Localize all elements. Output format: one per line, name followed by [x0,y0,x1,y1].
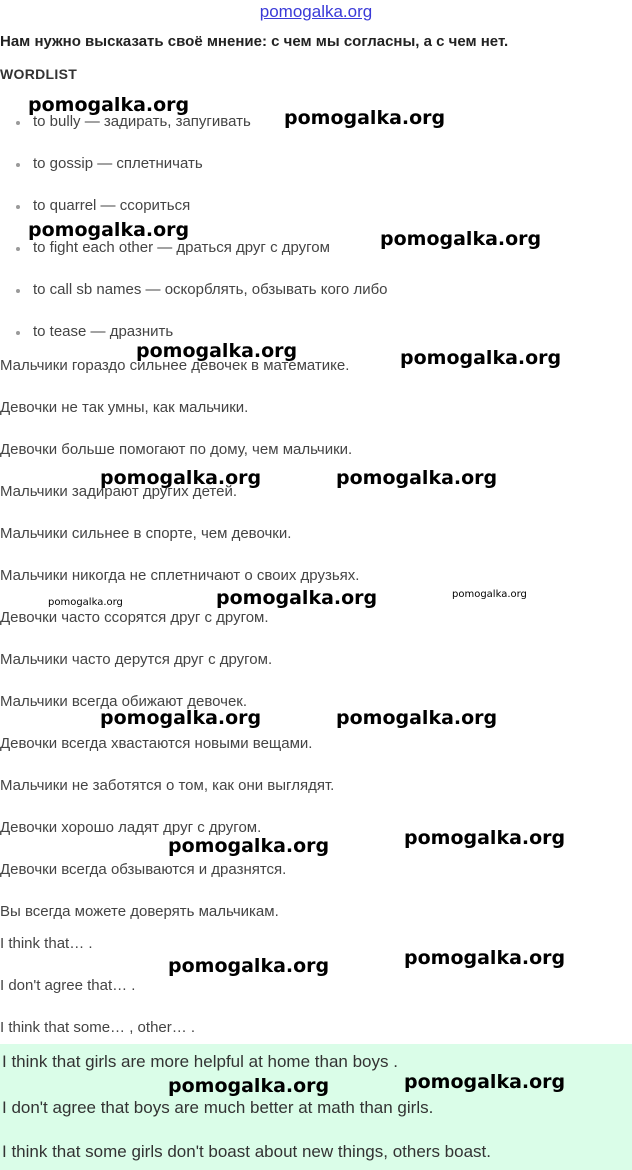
bullet-icon [16,121,20,125]
task-text: Нам нужно высказать своё мнение: с чем мы согласны, а с чем нет. [0,33,509,50]
statement: Мальчики никогда не сплетничают о своих друзьях. [0,567,360,584]
watermark: pomogalka.org [216,587,378,609]
bullet-icon [16,205,20,209]
statement: Мальчики задирают других детей. [0,483,237,500]
watermark: pomogalka.org [168,835,330,857]
answer: I think that girls are more helpful at home than boys . [2,1052,398,1071]
watermark: pomogalka.org [100,467,262,489]
watermark: pomogalka.org [100,707,262,729]
watermark: pomogalka.org [404,827,566,849]
statement: Девочки всегда хвастаются новыми вещами. [0,735,313,752]
statement: Девочки хорошо ладят друг с другом. [0,819,262,836]
statement: Девочки всегда обзываются и дразнятся. [0,861,287,878]
wordlist-item-text: to quarrel — ссориться [33,197,191,214]
wordlist-item-text: to tease — дразнить [33,323,174,340]
watermark: pomogalka.org [28,94,190,116]
bullet-icon [16,289,20,293]
watermark: pomogalka.org [136,340,298,362]
statement: Мальчики часто дерутся друг с другом. [0,651,273,668]
statement: Девочки не так умны, как мальчики. [0,399,249,416]
phrase: I think that some… , other… . [0,1019,196,1036]
watermark: pomogalka.org [400,347,562,369]
wordlist-item-text: to fight each other — драться друг с другом [33,239,330,256]
bullet-icon [16,247,20,251]
answer: I don't agree that boys are much better at math than girls. [2,1098,434,1117]
site-header-link[interactable]: pomogalka.org [259,2,373,21]
phrase: I think that… . [0,935,93,952]
watermark: pomogalka.org [404,1071,566,1093]
answer: I think that some girls don't boast about new things, others boast. [2,1142,491,1161]
answers-block [0,1044,632,1170]
watermark: pomogalka.org [380,228,542,250]
watermark: pomogalka.org [28,219,190,241]
watermark: pomogalka.org [336,467,498,489]
bullet-icon [16,163,20,167]
statement: Мальчики всегда обижают девочек. [0,693,248,710]
wordlist-item-text: to call sb names — оскорблять, обзывать кого либо [33,281,388,298]
wordlist-heading: WORDLIST [0,66,78,82]
watermark: pomogalka.org [48,597,123,608]
statement: Мальчики сильнее в спорте, чем девочки. [0,525,292,542]
watermark: pomogalka.org [452,589,527,600]
statement: Мальчики гораздо сильнее девочек в математике. [0,357,350,374]
bullet-icon [16,331,20,335]
watermark: pomogalka.org [284,107,446,129]
wordlist-item-text: to gossip — сплетничать [33,155,203,172]
watermark: pomogalka.org [336,707,498,729]
watermark: pomogalka.org [168,955,330,977]
statement: Девочки больше помогают по дому, чем мальчики. [0,441,353,458]
statement: Девочки часто ссорятся друг с другом. [0,609,269,626]
watermark: pomogalka.org [404,947,566,969]
statement: Мальчики не заботятся о том, как они выглядят. [0,777,335,794]
wordlist-item-text: to bully — задирать, запугивать [33,113,251,130]
watermark: pomogalka.org [168,1075,330,1097]
statement: Вы всегда можете доверять мальчикам. [0,903,279,920]
phrase: I don't agree that… . [0,977,136,994]
